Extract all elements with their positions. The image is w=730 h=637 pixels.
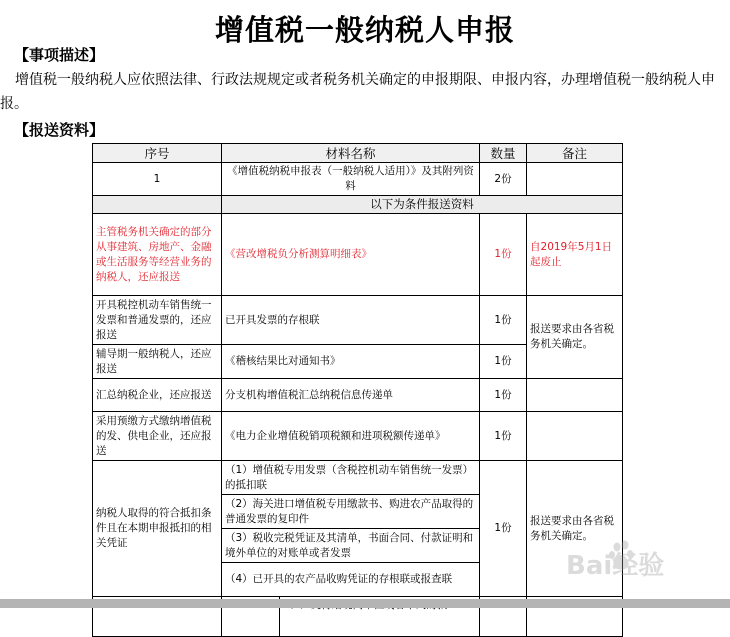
row-condition: 汇总纳税企业，还应报送 (93, 379, 222, 412)
header-no: 序号 (93, 144, 222, 163)
description-paragraph: 增值税一般纳税人应依照法律、行政法规规定或者税务机关确定的申报期限、申报内容，办理增值税一般纳税人申报。 (0, 72, 715, 112)
table-row (93, 412, 623, 461)
table-header-row (93, 144, 623, 163)
row-material: 《增值税纳税申报表（一般纳税人适用）》及其附列资料 (222, 163, 480, 196)
header-qty: 数量 (480, 144, 527, 163)
row-note (527, 379, 623, 412)
row-qty: 1份 (480, 345, 527, 379)
section-heading-description: 【事项描述】 (14, 46, 105, 64)
page-title: 增值税一般纳税人申报 (214, 13, 515, 47)
row-note (527, 412, 623, 461)
row-note: 自2019年5月1日起废止 (527, 214, 623, 296)
row-condition: 主管税务机关确定的部分从事建筑、房地产、金融或生活服务等经营业务的纳税人，还应报送 (93, 214, 222, 296)
group-item-4: （4）已开具的农产品收购凭证的存根联或报查联 (222, 563, 480, 597)
row-material: 分支机构增值税汇总纳税信息传递单 (222, 379, 480, 412)
table-row (93, 379, 623, 412)
row-condition: 采用预缴方式缴纳增值税的发、供电企业，还应报送 (93, 412, 222, 461)
row-note (527, 163, 623, 196)
row-material: 《营改增税负分析测算明细表》 (222, 214, 480, 296)
table-row (93, 296, 623, 345)
subheader-blank (93, 196, 222, 214)
bottom-scroll-strip (0, 599, 730, 608)
group-item-1: （1）增值税专用发票（含税控机动车销售统一发票）的抵扣联 (222, 461, 480, 495)
row-material: 已开具发票的存根联 (222, 296, 480, 345)
row-qty: 2份 (480, 163, 527, 196)
row-qty: 1份 (480, 296, 527, 345)
header-name: 材料名称 (222, 144, 480, 163)
materials-table (92, 143, 623, 637)
group-item-2: （2）海关进口增值税专用缴款书、购进农产品取得的普通发票的复印件 (222, 495, 480, 529)
header-note: 备注 (527, 144, 623, 163)
table-row (93, 214, 623, 296)
section-heading-materials: 【报送资料】 (14, 121, 105, 139)
row-qty: 1份 (480, 412, 527, 461)
row-no: 1 (93, 163, 222, 196)
row-material: 《电力企业增值税销项税额和进项税额传递单》 (222, 412, 480, 461)
row-qty: 1份 (480, 214, 527, 296)
table-row (93, 461, 623, 495)
group-qty: 1份 (480, 461, 527, 597)
group-item-3: （3）税收完税凭证及其清单，书面合同、付款证明和境外单位的对账单或者发票 (222, 529, 480, 563)
conditional-subheader-row (93, 196, 623, 214)
group-condition: 纳税人取得的符合抵扣条件且在本期申报抵扣的相关凭证 (93, 461, 222, 597)
row-note: 报送要求由各省税务机关确定。 (527, 296, 623, 379)
row-qty: 1份 (480, 379, 527, 412)
conditional-subheader: 以下为条件报送资料 (222, 196, 623, 214)
row-condition: 辅导期一般纳税人，还应报送 (93, 345, 222, 379)
group-note: 报送要求由各省税务机关确定。 (527, 461, 623, 597)
row-material: 《稽核结果比对通知书》 (222, 345, 480, 379)
table-row (93, 163, 623, 196)
row-condition: 开具税控机动车销售统一发票和普通发票的，还应报送 (93, 296, 222, 345)
watermark-text: Bai经验 (566, 551, 665, 581)
